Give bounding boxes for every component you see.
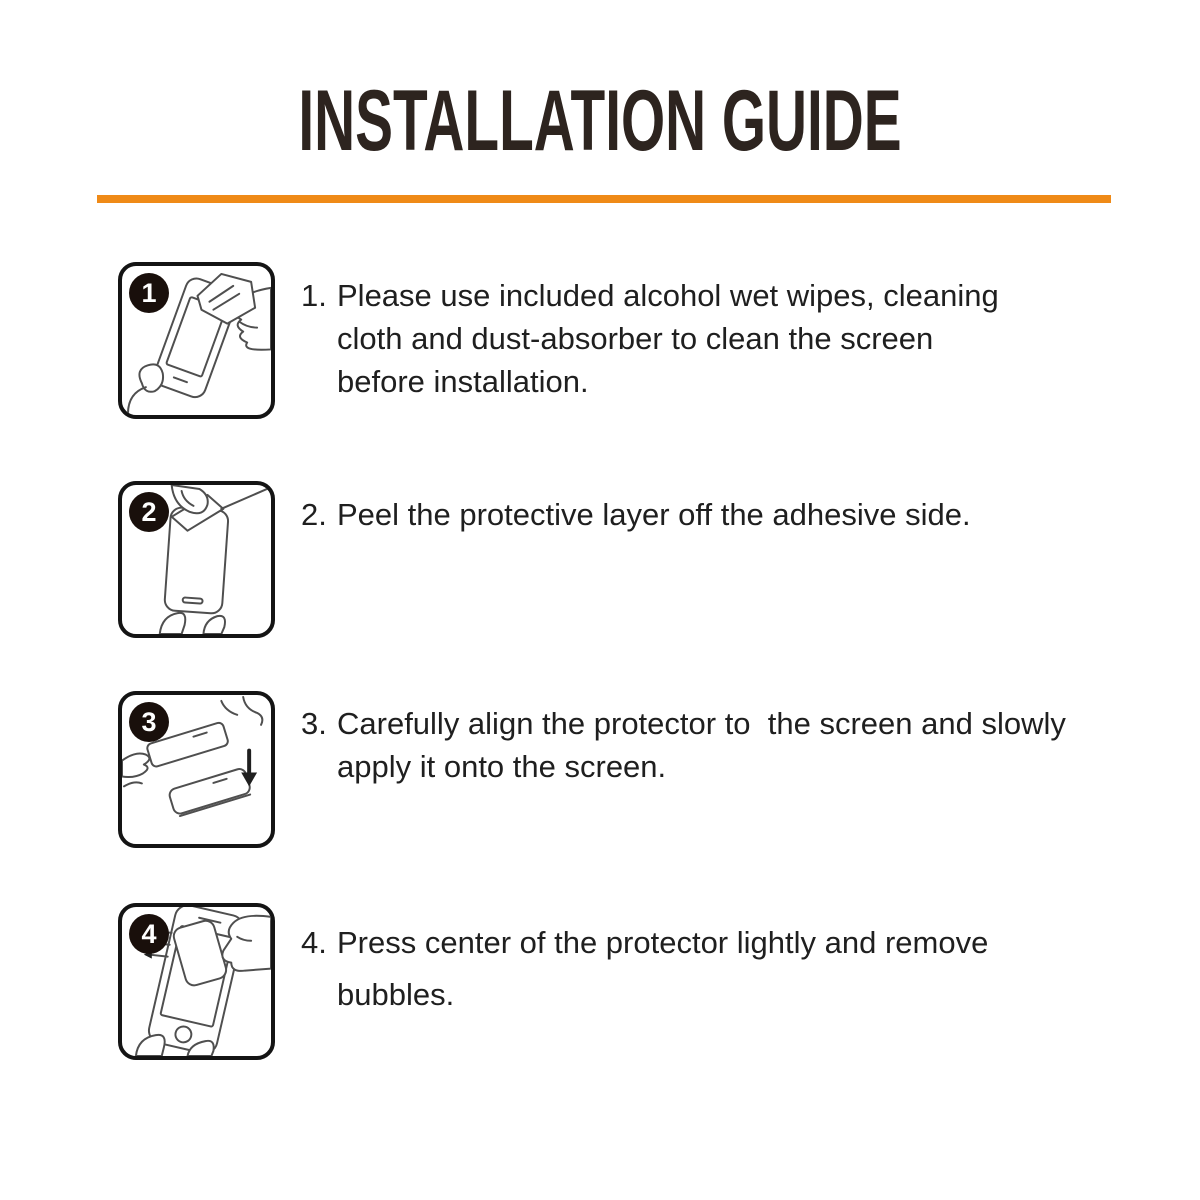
step-4-illustration-box bbox=[118, 903, 275, 1060]
step-1-row bbox=[118, 262, 999, 419]
step-4-row bbox=[118, 903, 988, 1060]
step-1-line-2: cloth and dust-absorber to clean the screen bbox=[337, 321, 934, 356]
step-3-line-2: apply it onto the screen. bbox=[337, 749, 667, 784]
step-2-text bbox=[301, 493, 971, 536]
step-1-illustration-box bbox=[118, 262, 275, 419]
step-4-line-1 bbox=[301, 917, 988, 969]
step-4-number-badge: 4 bbox=[129, 914, 169, 954]
step-1-text bbox=[301, 274, 999, 403]
step-1-line-1-text: Please use included alcohol wet wipes, cleaning bbox=[337, 278, 999, 313]
step-2-line-1-text: Peel the protective layer off the adhesive side. bbox=[337, 497, 971, 532]
step-3-text bbox=[301, 702, 1066, 788]
title-divider bbox=[97, 195, 1111, 203]
step-1-line-3: before installation. bbox=[337, 364, 589, 399]
step-3-row bbox=[118, 691, 1066, 848]
step-4-text bbox=[301, 917, 988, 1021]
step-3-line-1 bbox=[301, 702, 1066, 745]
step-3-number: 3. bbox=[301, 706, 327, 741]
step-3-line-1-text: Carefully align the protector to the screen and slowly bbox=[337, 706, 1066, 741]
step-1-number: 1. bbox=[301, 278, 327, 313]
step-2-line-1 bbox=[301, 493, 971, 536]
step-4-line-2: bubbles. bbox=[337, 977, 455, 1012]
step-2-number: 2. bbox=[301, 497, 327, 532]
step-4-line-1-text: Press center of the protector lightly and remove bbox=[337, 925, 989, 960]
page-title: INSTALLATION GUIDE bbox=[298, 73, 902, 169]
step-3-number-badge: 3 bbox=[129, 702, 169, 742]
step-2-number-badge: 2 bbox=[129, 492, 169, 532]
step-3-illustration-box bbox=[118, 691, 275, 848]
step-4-number: 4. bbox=[301, 925, 327, 960]
step-2-row bbox=[118, 481, 971, 638]
step-1-number-badge: 1 bbox=[129, 273, 169, 313]
step-2-illustration-box bbox=[118, 481, 275, 638]
step-1-line-1 bbox=[301, 274, 999, 317]
